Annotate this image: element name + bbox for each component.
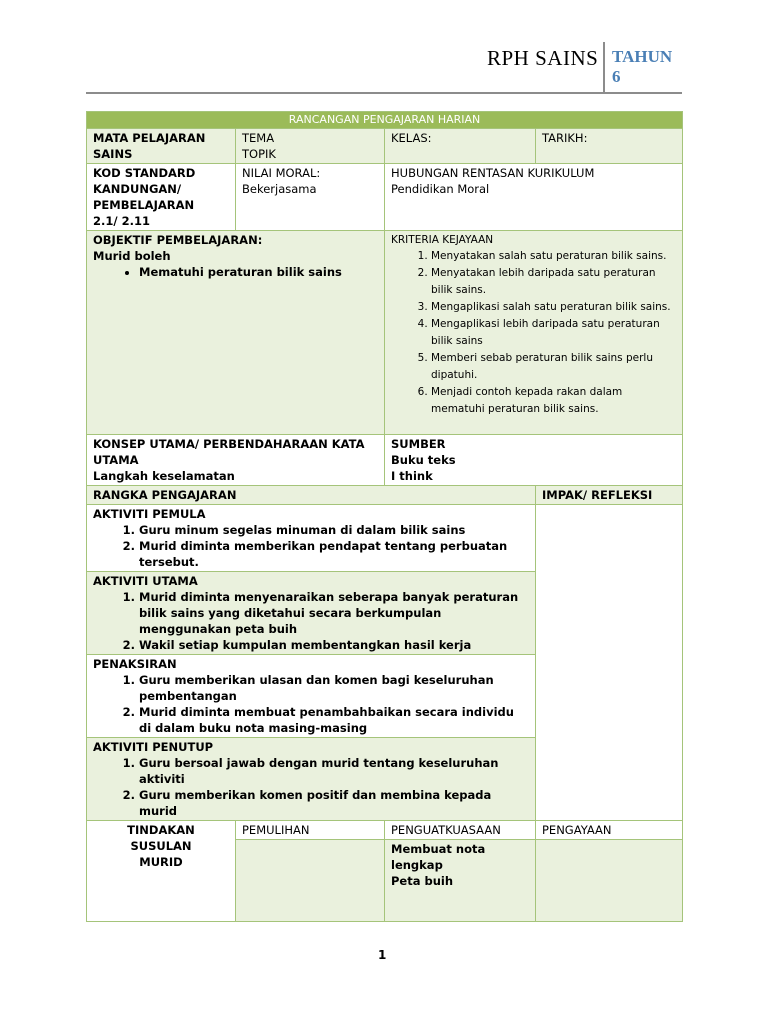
topik-label: TOPIK — [242, 147, 276, 161]
header-rule — [86, 92, 682, 94]
tema-cell — [236, 129, 385, 164]
objektif-label: OBJEKTIF PEMBELAJARAN: — [93, 233, 263, 247]
list-item: 5. Memberi sebab peraturan bilik sains perlu dipatuhi. — [431, 350, 676, 384]
mata-pelajaran-value: SAINS — [93, 147, 133, 161]
list-item: 1. Guru memberikan ulasan dan komen bagi keseluruhan pembentangan — [139, 672, 529, 704]
list-item: • Mematuhi peraturan bilik sains — [139, 264, 378, 280]
pengukuhan-item: Membuat nota lengkap — [391, 842, 486, 872]
list-item: 3. Mengaplikasi salah satu peraturan bilik sains. — [431, 299, 676, 316]
objektif-intro: Murid boleh — [93, 249, 171, 263]
mata-pelajaran-label: MATA PELAJARAN — [93, 131, 206, 145]
pemulihan-value — [236, 840, 385, 922]
penutup-list — [93, 755, 529, 819]
penaksiran-label: PENAKSIRAN — [93, 657, 177, 671]
list-item: 2. Murid diminta membuat penambahbaikan secara individu di dalam buku nota masing-masing — [139, 704, 529, 736]
utama-label: AKTIVITI UTAMA — [93, 574, 198, 588]
list-item: 1. Menyatakan salah satu peraturan bilik sains. — [431, 248, 676, 265]
kod-standard-line1: KOD STANDARD — [93, 166, 196, 180]
kelas-label: KELAS: — [385, 129, 536, 164]
list-item: 2. Wakil setiap kumpulan membentangkan hasil kerja — [139, 637, 529, 653]
tahun-value: 6 — [612, 67, 621, 86]
penutup-label: AKTIVITI PENUTUP — [93, 740, 214, 754]
impak-refleksi-cell — [536, 505, 683, 821]
tindakan-line3: MURID — [139, 855, 183, 869]
page-header-title: RPH SAINS — [487, 46, 599, 70]
tahun-label: TAHUN — [612, 47, 673, 66]
list-item: 2. Guru memberikan komen positif dan membina kepada murid — [139, 787, 529, 819]
tindakan-line2: SUSULAN — [130, 839, 192, 853]
nilai-moral-cell — [236, 164, 385, 231]
konsep-cell — [87, 435, 385, 486]
konsep-value: Langkah keselamatan — [93, 469, 235, 483]
rangka-label: RANGKA PENGAJARAN — [87, 486, 536, 505]
tindakan-line1: TINDAKAN — [127, 823, 195, 837]
list-item: 1. Guru bersoal jawab dengan murid tentang keseluruhan aktiviti — [139, 755, 529, 787]
list-item: 1. Guru minum segelas minuman di dalam bilik sains — [139, 522, 529, 538]
header-tahun — [612, 47, 682, 87]
objektif-list — [93, 264, 378, 280]
konsep-label: KONSEP UTAMA/ PERBENDAHARAAN KATA UTAMA — [93, 437, 365, 467]
hubungan-label: HUBUNGAN RENTASAN KURIKULUM — [391, 166, 595, 180]
list-item: 2. Menyatakan lebih daripada satu peraturan bilik sains. — [431, 265, 676, 299]
kriteria-label: KRITERIA KEJAYAAN — [391, 234, 494, 246]
pengukuhan-cell — [385, 840, 536, 922]
pemula-list — [93, 522, 529, 570]
table-banner: RANCANGAN PENGAJARAN HARIAN — [87, 112, 683, 129]
utama-list — [93, 589, 529, 653]
list-item: 2. Murid diminta memberikan pendapat tentang perbuatan tersebut. — [139, 538, 529, 570]
pengukuhan-label: PENGUATKUASAAN — [385, 821, 536, 840]
list-item: 1. Murid diminta menyenaraikan seberapa banyak peraturan bilik sains yang diketahui secara berkumpulan menggunakan peta buih — [139, 589, 529, 637]
kod-standard-line2: KANDUNGAN/ — [93, 182, 182, 196]
pengayaan-value — [536, 840, 683, 922]
nilai-moral-label: NILAI MORAL: — [242, 166, 321, 180]
tema-label: TEMA — [242, 131, 275, 145]
impak-label: IMPAK/ REFLEKSI — [536, 486, 683, 505]
pemula-label: AKTIVITI PEMULA — [93, 507, 206, 521]
pemulihan-label: PEMULIHAN — [236, 821, 385, 840]
sumber-item: I think — [391, 469, 433, 483]
tarikh-label: TARIKH: — [536, 129, 683, 164]
pengukuhan-item: Peta buih — [391, 874, 454, 888]
hubungan-value: Pendidikan Moral — [391, 182, 490, 196]
utama-cell — [87, 572, 536, 655]
pengayaan-label: PENGAYAAN — [536, 821, 683, 840]
kod-standard-value: 2.1/ 2.11 — [93, 214, 150, 228]
penaksiran-list — [93, 672, 529, 736]
objektif-cell — [87, 231, 385, 435]
pemula-cell — [87, 505, 536, 572]
list-item: 4. Mengaplikasi lebih daripada satu peraturan bilik sains — [431, 316, 676, 350]
nilai-moral-value: Bekerjasama — [242, 182, 317, 196]
header-divider — [603, 42, 605, 92]
kriteria-cell — [385, 231, 683, 435]
kod-standard-cell — [87, 164, 236, 231]
sumber-label: SUMBER — [391, 437, 446, 451]
page-number: 1 — [378, 948, 387, 962]
mata-pelajaran-cell — [87, 129, 236, 164]
sumber-cell — [385, 435, 683, 486]
list-item: 6. Menjadi contoh kepada rakan dalam mematuhi peraturan bilik sains. — [431, 384, 676, 418]
hubungan-cell — [385, 164, 683, 231]
rph-table — [86, 111, 683, 922]
tindakan-cell — [87, 821, 236, 922]
sumber-item: Buku teks — [391, 453, 456, 467]
penaksiran-cell — [87, 655, 536, 738]
kod-standard-line3: PEMBELAJARAN — [93, 198, 195, 212]
penutup-cell — [87, 738, 536, 821]
kriteria-list — [391, 248, 676, 418]
